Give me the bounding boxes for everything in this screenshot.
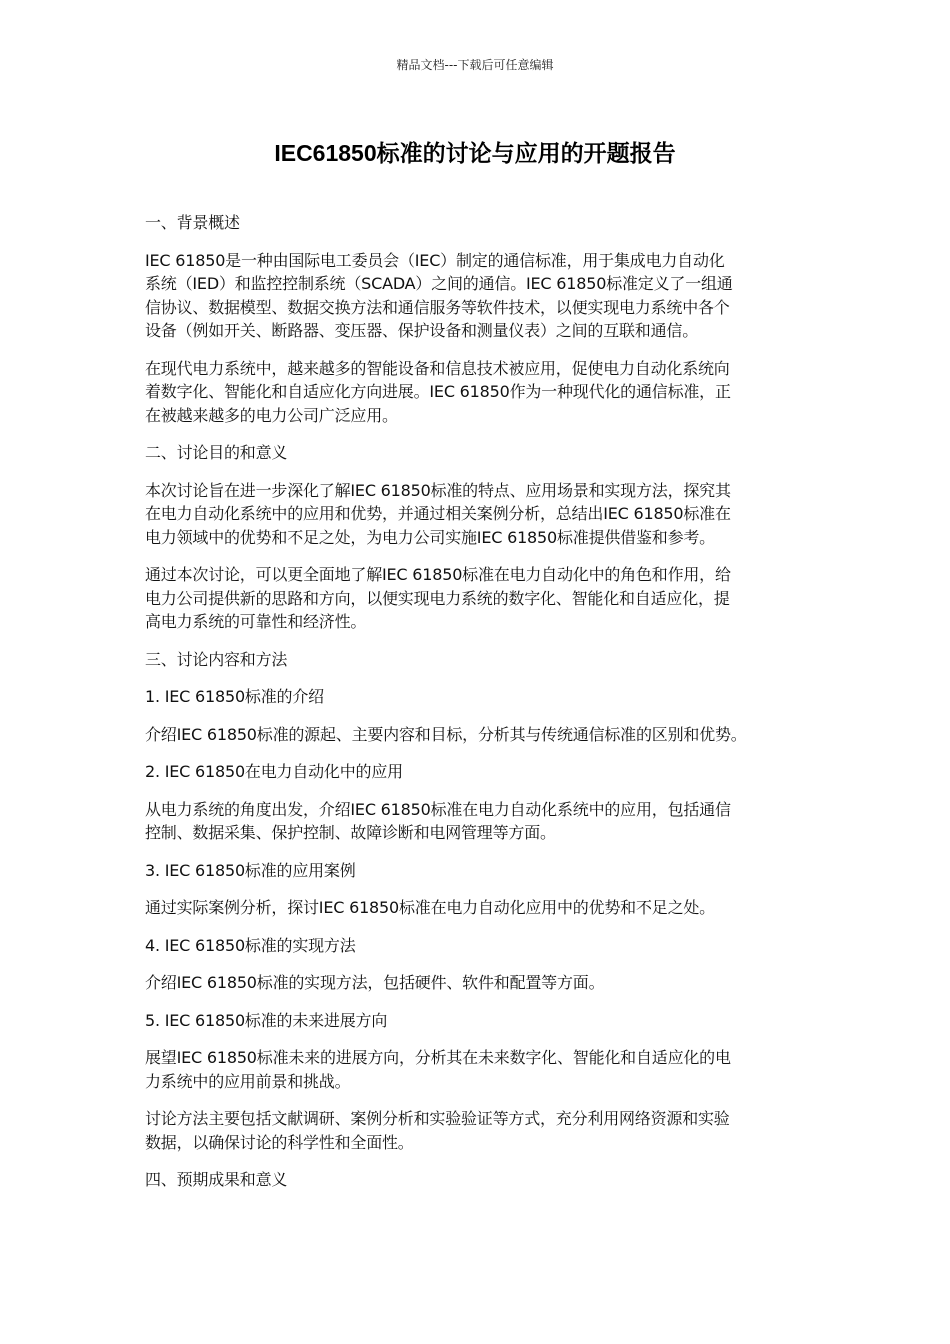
paragraph bbox=[145, 685, 820, 709]
text-line: 信协议、数据模型、数据交换方法和通信服务等软件技术，以便实现电力系统中各个 bbox=[145, 297, 730, 317]
paragraph bbox=[145, 934, 820, 958]
text-line: 在现代电力系统中，越来越多的智能设备和信息技术被应用，促使电力自动化系统向 bbox=[145, 358, 730, 378]
paragraph bbox=[145, 896, 820, 920]
text-line: 4. IEC 61850标准的实现方法 bbox=[145, 935, 356, 955]
text-line: 着数字化、智能化和自适应化方向进展。IEC 61850作为一种现代化的通信标准，正 bbox=[145, 382, 731, 401]
text-line: 电力公司提供新的思路和方向，以便实现电力系统的数字化、智能化和自适应化，提 bbox=[145, 588, 730, 608]
document-title: IEC61850标准的讨论与应用的开题报告 bbox=[274, 140, 676, 166]
paragraph bbox=[145, 441, 820, 465]
text-line: 通过实际案例分析，探讨IEC 61850标准在电力自动化应用中的优势和不足之处。 bbox=[145, 898, 715, 917]
paragraph bbox=[145, 249, 820, 343]
text-line: 介绍IEC 61850标准的源起、主要内容和目标，分析其与传统通信标准的区别和优势。 bbox=[145, 724, 747, 744]
text-line: 四、预期成果和意义 bbox=[145, 1170, 288, 1189]
text-line: 二、讨论目的和意义 bbox=[145, 443, 288, 462]
paragraph bbox=[145, 1168, 820, 1192]
text-line: 3. IEC 61850标准的应用案例 bbox=[145, 860, 356, 880]
text-line: IEC 61850是一种由国际电工委员会（IEC）制定的通信标准，用于集成电力自动化 bbox=[145, 250, 725, 270]
text-line: 高电力系统的可靠性和经济性。 bbox=[145, 612, 367, 631]
paragraph bbox=[145, 1107, 820, 1154]
text-line: 在被越来越多的电力公司广泛应用。 bbox=[145, 405, 398, 425]
text-line: 电力领域中的优势和不足之处，为电力公司实施IEC 61850标准提供借鉴和参考。 bbox=[145, 527, 715, 547]
text-line: 数据，以确保讨论的科学性和全面性。 bbox=[145, 1132, 414, 1152]
text-line: 5. IEC 61850标准的未来进展方向 bbox=[145, 1010, 388, 1030]
paragraph bbox=[145, 479, 820, 550]
paragraph bbox=[145, 648, 820, 672]
text-line: 一、背景概述 bbox=[145, 213, 240, 232]
text-line: 讨论方法主要包括文献调研、案例分析和实验验证等方式，充分利用网络资源和实验 bbox=[145, 1109, 730, 1128]
paragraph bbox=[145, 760, 820, 784]
text-line: 从电力系统的角度出发，介绍IEC 61850标准在电力自动化系统中的应用，包括通信 bbox=[145, 799, 731, 819]
text-line: 三、讨论内容和方法 bbox=[145, 649, 288, 669]
text-line: 控制、数据采集、保护控制、故障诊断和电网管理等方面。 bbox=[145, 823, 556, 842]
text-line: 在电力自动化系统中的应用和优势，并通过相关案例分析，总结出IEC 61850标准在 bbox=[145, 504, 731, 523]
text-line: 系统（IED）和监控控制系统（SCADA）之间的通信。IEC 61850标准定义了一组通 bbox=[145, 274, 733, 293]
paragraph bbox=[145, 211, 820, 235]
paragraph bbox=[145, 1009, 820, 1033]
text-line: 本次讨论旨在进一步深化了解IEC 61850标准的特点、应用场景和实现方法，探究其 bbox=[145, 480, 731, 500]
paragraph bbox=[145, 357, 820, 428]
text-line: 1. IEC 61850标准的介绍 bbox=[145, 687, 324, 706]
paragraph bbox=[145, 971, 820, 995]
paragraph bbox=[145, 563, 820, 634]
text-line: 力系统中的应用前景和挑战。 bbox=[145, 1071, 351, 1091]
text-line: 通过本次讨论，可以更全面地了解IEC 61850标准在电力自动化中的角色和作用，给 bbox=[145, 565, 731, 584]
text-line: 2. IEC 61850在电力自动化中的应用 bbox=[145, 762, 403, 781]
paragraph bbox=[145, 798, 820, 845]
paragraph bbox=[145, 1046, 820, 1093]
text-line: 介绍IEC 61850标准的实现方法，包括硬件、软件和配置等方面。 bbox=[145, 973, 605, 992]
text-line: 设备（例如开关、断路器、变压器、保护设备和测量仪表）之间的互联和通信。 bbox=[145, 321, 699, 340]
paragraph bbox=[145, 859, 820, 883]
paragraph bbox=[145, 723, 820, 747]
page-header: 精品文档---下载后可任意编辑 bbox=[396, 58, 554, 72]
document-body bbox=[145, 211, 820, 1206]
text-line: 展望IEC 61850标准未来的进展方向，分析其在未来数字化、智能化和自适应化的电 bbox=[145, 1048, 731, 1067]
